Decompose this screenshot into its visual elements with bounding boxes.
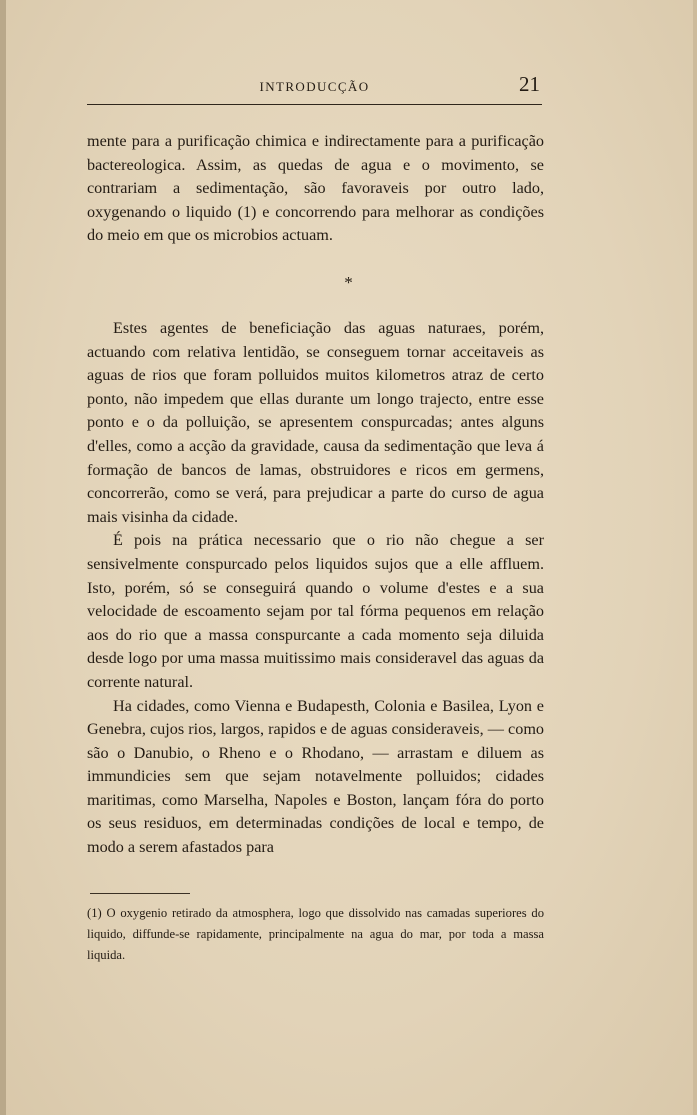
footnote: (1) O oxygenio retirado da atmosphera, logo que dissolvido nas camadas superiores do liquido, diffunde-se rapidamente, principalmente na agua do mar, por toda a massa liquida. [87,906,544,962]
paragraph: É pois na prática necessario que o rio não chegue a ser sensivelmente conspurcado pelos liquidos sujos que a elle affluem. Isto, porém, só se conseguirá quando o volume d'estes e a sua velocidade de escoamento sejam por tal fórma pequenos em relação aos do rio que a massa conspurcante a cada momento seja diluida desde logo por uma massa muitissimo mais consideravel das aguas da corrente natural. [87,531,544,691]
paragraph: Estes agentes de beneficiação das aguas naturaes, porém, actuando com relativa lentidão, se conseguem tornar acceitaveis as aguas de rios que foram polluidos muitos kilometros atraz de certo ponto, não impedem que ellas durante um longo trajecto, entre esse ponto e o da polluição, se apresentem conspurcadas; antes alguns d'elles, como a acção da gravidade, causa da sedimentação que leva á formação de bancos de lamas, obstruidores e ricos em germens, concorrerão, como se verá, para prejudicar a parte do curso de agua mais visinha da cidade. [87,319,544,526]
page-number: 21 [519,72,540,96]
page-right-edge [693,0,697,1115]
header-rule [87,104,542,105]
section-separator-asterisk: * [344,273,353,292]
paragraph: mente para a purificação chimica e indirectamente para a purificação bactereologica. Assim, as quedas de agua e o movimento, se contrariam a sedimentação, são favoraveis por outro lado, oxygenando o liquido (1) e concorrendo para melhorar as condições do meio em que os microbios actuam. [87,132,544,245]
footnote-rule [90,893,190,894]
paragraph: Ha cidades, como Vienna e Budapesth, Colonia e Basilea, Lyon e Genebra, cujos rios, largos, rapidos e de aguas consideraveis, — como são o Danubio, o Rheno e o Rhodano, — arrastam e diluem as immundicies sem que sejam notavelmente polluidos; cidades maritimas, como Marselha, Napoles e Boston, lançam fóra do porto os seus residuos, em determinadas condições de local e tempo, de modo a serem afastados para [87,696,544,857]
page-left-edge [0,0,6,1115]
running-head-title: INTRODUCÇÃO [259,79,370,94]
running-head [87,70,542,100]
body-text [87,317,544,860]
body-paragraph-continued [87,130,544,248]
